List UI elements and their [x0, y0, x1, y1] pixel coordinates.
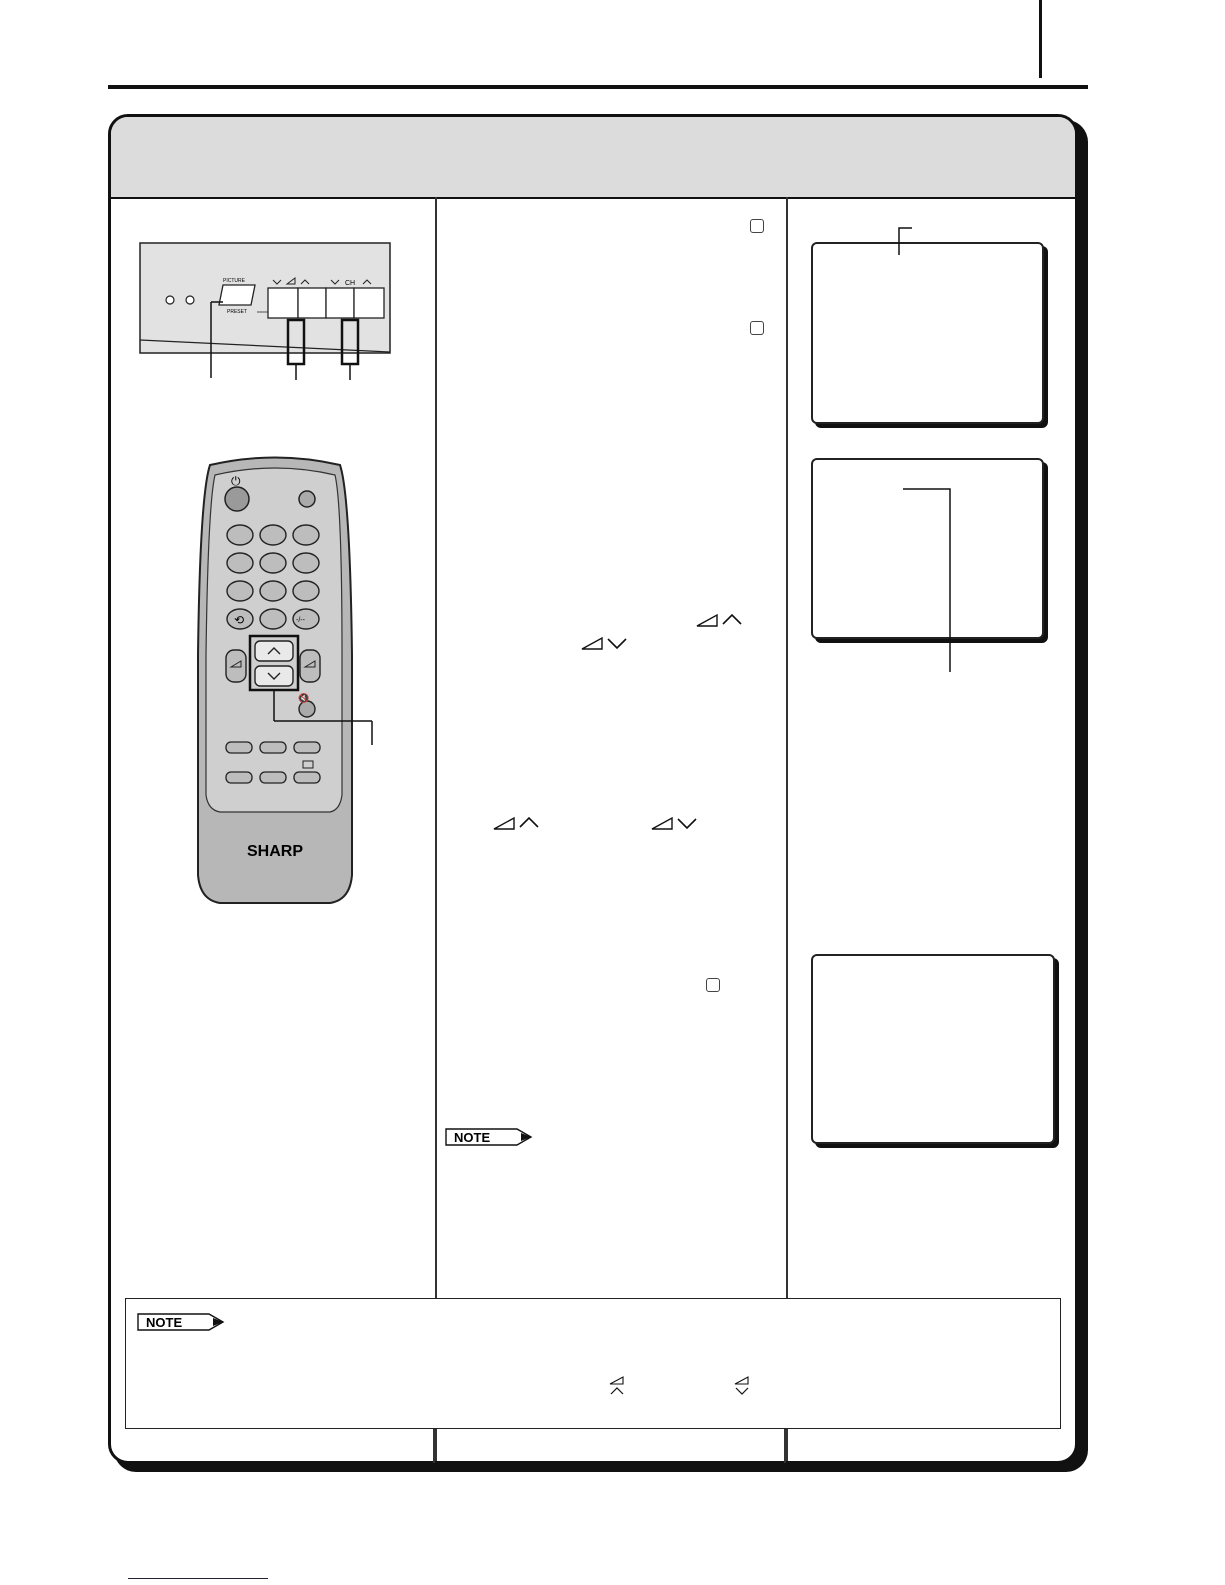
- volume-up-remote-button: [300, 650, 320, 682]
- channel-up-remote-button: [255, 641, 293, 661]
- channel-up-button: [354, 288, 384, 318]
- digit-mode-icon: -/--: [296, 617, 305, 624]
- top-rule: [108, 85, 1088, 89]
- note-tag: [445, 1128, 535, 1146]
- flashback-icon: ⟲: [234, 613, 245, 627]
- timer-button: [294, 772, 320, 783]
- green-function-button: [260, 742, 286, 753]
- digit-1-button: [227, 525, 253, 545]
- digit-7-button: [227, 581, 253, 601]
- volume-down-symbol-icon: [650, 815, 702, 833]
- digit-2-button: [260, 525, 286, 545]
- digit-9-button: [293, 581, 319, 601]
- digit-6-button: [293, 553, 319, 573]
- volume-up-symbol-icon: [695, 612, 747, 630]
- svg-text:CH: CH: [345, 280, 356, 287]
- column-divider-left: [435, 197, 437, 1464]
- sound-mode-button: [260, 772, 286, 783]
- power-button: [225, 487, 249, 511]
- callout-line: [890, 222, 920, 258]
- volume-up-button: [298, 288, 326, 318]
- red-function-button: [226, 742, 252, 753]
- note-tag: [137, 1313, 227, 1331]
- digit-4-button: [227, 553, 253, 573]
- mute-icon: 🔇: [298, 694, 310, 704]
- step-marker-icon: [706, 978, 720, 992]
- volume-down-remote-button: [226, 650, 246, 682]
- column-divider-right: [786, 197, 788, 1464]
- step-marker-icon: [750, 321, 764, 335]
- digit-8-button: [260, 581, 286, 601]
- channel-down-button: [326, 288, 354, 318]
- volume-down-symbol-icon: [580, 635, 632, 653]
- remote-control-illustration: [190, 455, 390, 910]
- column-divider-foot: [784, 1429, 786, 1463]
- page-marker-line: [1039, 0, 1042, 78]
- callout-line: [895, 480, 965, 675]
- picture-mode-button: [226, 772, 252, 783]
- power-icon: ⏻: [231, 474, 241, 488]
- bottom-note-box: [125, 1298, 1061, 1429]
- volume-up-symbol-icon: [492, 815, 544, 833]
- panel-header: [111, 117, 1075, 199]
- svg-text:NOTE: NOTE: [454, 1130, 491, 1145]
- step-marker-icon: [750, 219, 764, 233]
- volume-down-symbol-icon: [733, 1375, 755, 1397]
- volume-up-symbol-icon: [608, 1375, 630, 1397]
- power-indicator-icon: [166, 296, 174, 304]
- svg-text:PRESET: PRESET: [227, 309, 248, 315]
- remote-sensor-icon: [186, 296, 194, 304]
- picture-button: [219, 285, 255, 305]
- brand-logo: SHARP: [246, 843, 304, 860]
- on-screen-display-1: [811, 242, 1044, 424]
- tv-video-button: [299, 491, 315, 507]
- digit-3-button: [293, 525, 319, 545]
- footer-rule: [128, 1578, 268, 1579]
- channel-down-remote-button: [255, 666, 293, 686]
- yellow-function-button: [294, 742, 320, 753]
- svg-text:NOTE: NOTE: [146, 1315, 183, 1330]
- svg-text:PICTURE: PICTURE: [223, 278, 245, 284]
- volume-down-button: [268, 288, 298, 318]
- digit-0-button: [260, 609, 286, 629]
- tv-control-panel-illustration: [135, 240, 395, 385]
- column-divider-foot: [433, 1429, 435, 1463]
- digit-5-button: [260, 553, 286, 573]
- on-screen-display-3: [811, 954, 1055, 1144]
